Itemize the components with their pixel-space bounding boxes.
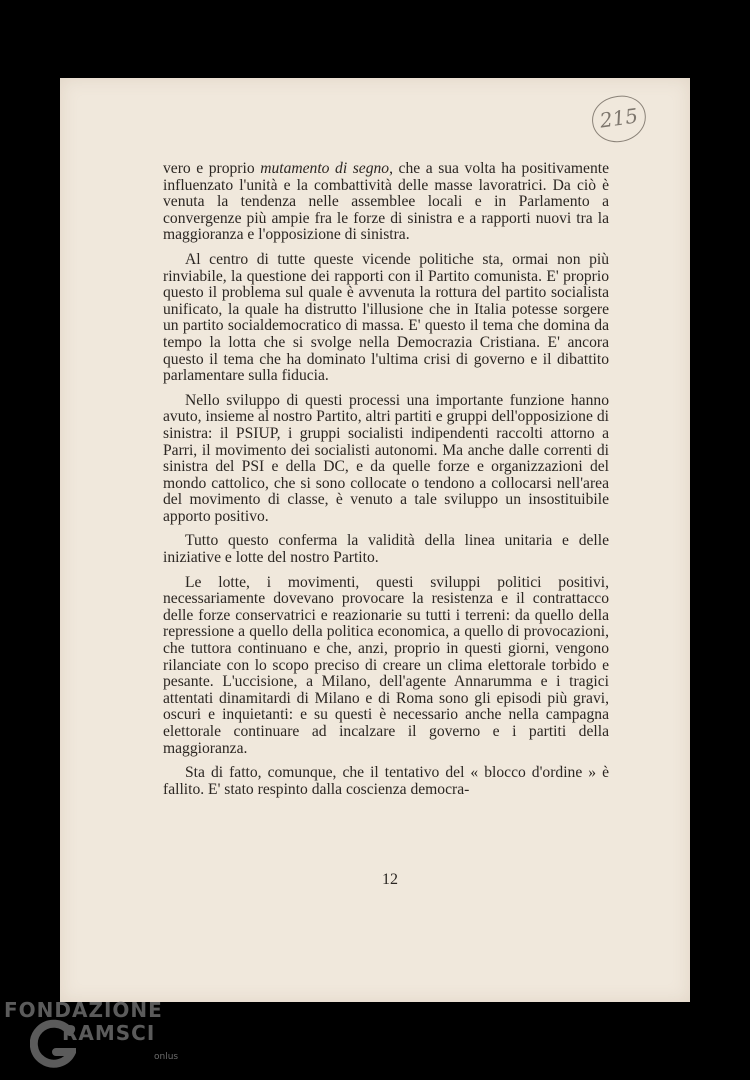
page-number: 12: [382, 871, 398, 888]
paragraph-3-text-1: Nello sviluppo di questi processi una importante funzione hanno avuto, insieme al nostro Partito, altri partiti e gruppi dell'opposizione di sinistra: il PSIUP, i gruppi socialisti indipendenti raccolti attorno a Parri, il movimento dei socialisti autonomi. Ma anche dalle correnti di sinistra del PSI e della DC, e da quelle forze e organizzazioni del mondo cattolico, che si sono collocate o tendono a collocarsi nell'area del movimento di classe, è venuto a tale sviluppo un insostituibile apporto positivo.: [163, 391, 609, 525]
paragraph-6-text-1: Sta di fatto, comunque, che il tentativo del « blocco d'ordine » è fallito. E' stato respinto dalla coscienza democra-: [163, 764, 609, 798]
paragraph-1-text-2: mutamento di segno: [260, 160, 390, 177]
paragraph-5: [163, 575, 609, 758]
paragraph-4: [163, 533, 609, 566]
paragraph-4-text-1: Tutto questo conferma la validità della linea unitaria e delle iniziative e lotte del nostro Partito.: [163, 532, 609, 567]
archive-number-stamp: 215: [589, 92, 649, 145]
watermark-onlus: onlus: [154, 1052, 179, 1062]
paragraph-6: [163, 765, 609, 798]
paragraph-3: [163, 393, 609, 526]
body-text: [163, 161, 609, 806]
watermark-line1: FONDAZIONE: [4, 998, 163, 1022]
watermark-line2: RAMSCI: [62, 1021, 156, 1045]
paragraph-2-text-1: Al centro di tutte queste vicende politiche sta, ormai non più rinviabile, la questione dei rapporti con il Partito comunista. E' proprio questo il problema sul quale è avvenuta la rottura del partito socialista unificato, la quale ha distrutto l'illusione che in Italia potesse sorgere un partito socialdemocratico di massa. E' questo il tema che domina da tempo la lotta che si svolge nella Democrazia Cristiana. E' ancora questo il tema che ha dominato l'ultima crisi di governo e il dibattito parlamentare sulla fiducia.: [163, 250, 609, 385]
paragraph-1-text-3: , che a sua volta ha positivamente influenzato l'unità e la combattività delle masse lavoratrici. Da ciò è venuta la tendenza nelle assemblee locali e in Parlamento a convergenze più ampie fra le forze di sinistra e a rapporti nuovi tra la maggioranza e l'opposizione di sinistra.: [163, 160, 610, 244]
paragraph-1: [163, 161, 609, 244]
paragraph-1-text-1: vero e proprio: [163, 160, 261, 177]
fondazione-gramsci-watermark: [4, 998, 194, 1078]
paragraph-5-text-1: Le lotte, i movimenti, questi sviluppi politici positivi, necessariamente dovevano provocare la resistenza e il contrattacco delle forze conservatrici e reazionarie su tutti i terreni: da quello della repressione a quello della politica economica, a quello di provocazioni, che tuttora continuano e che, anzi, proprio in questi giorni, vengono rilanciate con lo scopo preciso di creare un clima elettorale torbido e pesante. L'uccisione, a Milano, dell'agente Annarumma e i tragici attentati dinamitardi di Milano e di Roma sono gli episodi più gravi, oscuri e inquietanti: e su questi è necessario anche nella campagna elettorale continuare ad incalzare il governo e i partiti della maggioranza.: [163, 573, 609, 757]
paragraph-2: [163, 252, 609, 385]
